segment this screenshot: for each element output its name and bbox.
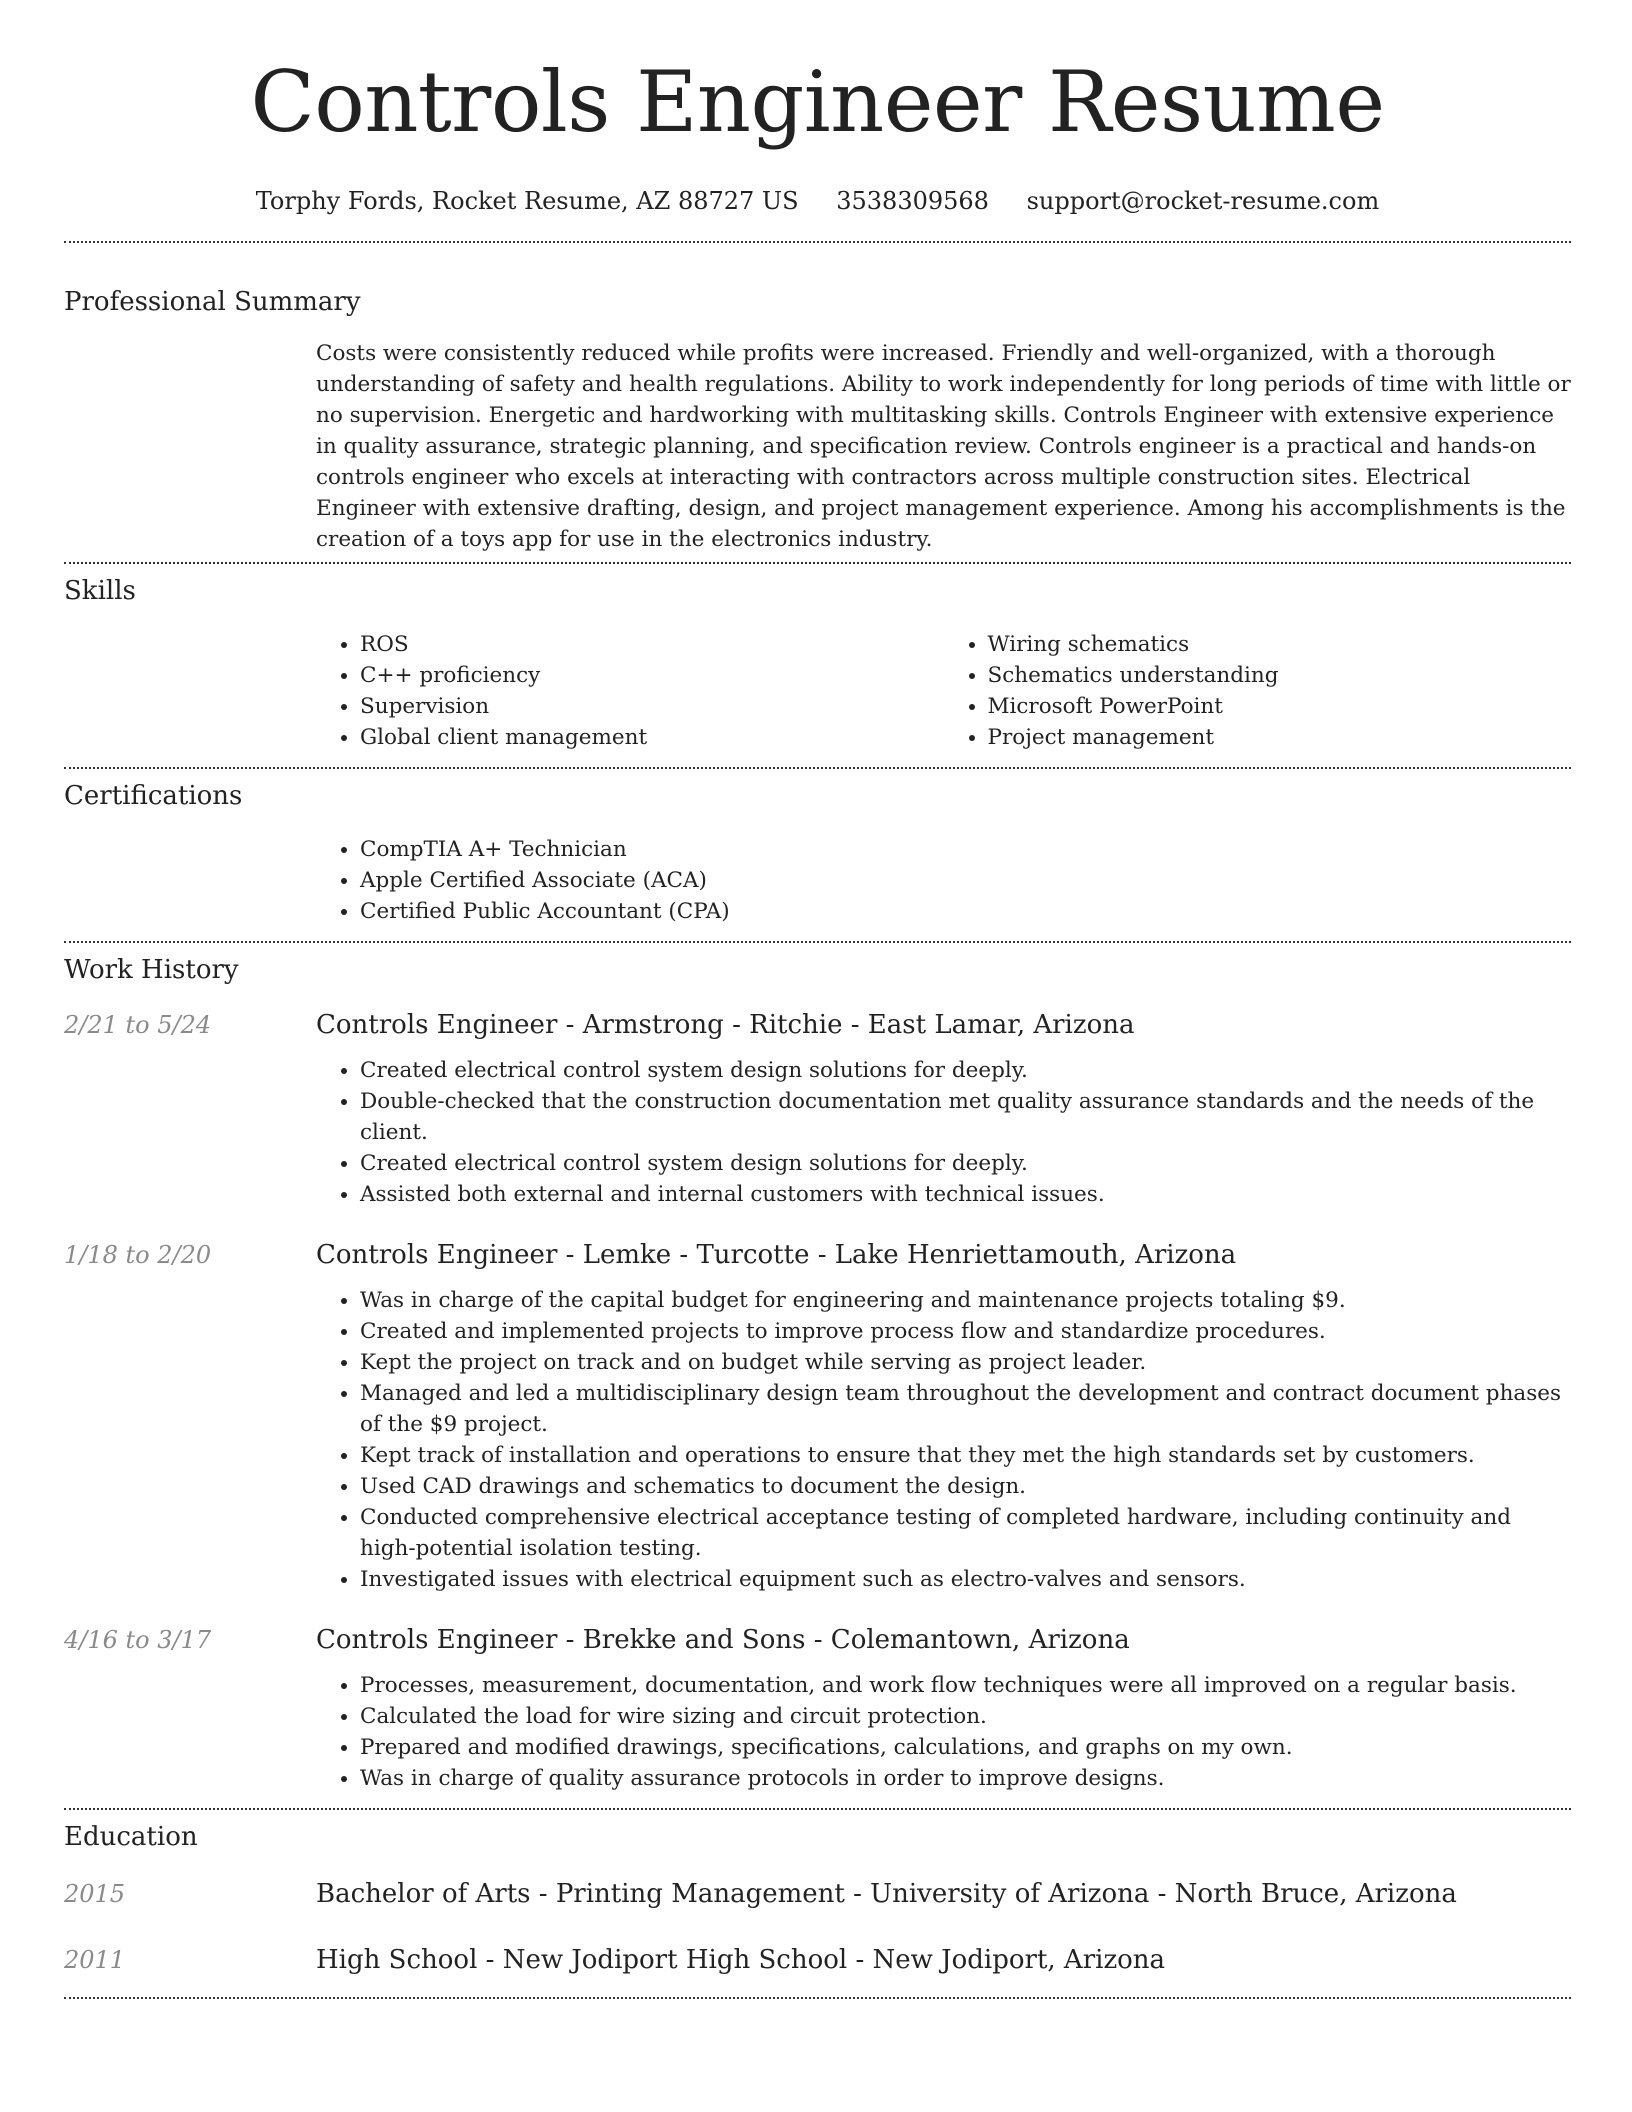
certifications-list xyxy=(316,834,1571,927)
skill-item: • ROS xyxy=(360,629,944,660)
job-bullet: • Created electrical control system design solutions for deeply. xyxy=(360,1148,1571,1179)
education-text: Bachelor of Arts - Printing Management - University of Arizona - North Bruce, Arizona xyxy=(316,1879,1457,1909)
education-entry xyxy=(64,1879,1571,1909)
education-entry xyxy=(64,1945,1571,1975)
job-header xyxy=(64,1010,1571,1040)
job-bullets xyxy=(316,1055,1571,1210)
summary-text: Costs were consistently reduced while profits were increased. Friendly and well-organized, with a thorough understanding of safety and health regulations. Ability to work independently for long periods of time with little or no supervision. Energetic and hardworking with multitasking skills. Controls Engineer with extensive experience in quality assurance, strategic planning, and specification review. Controls engineer is a practical and hands-on controls engineer who excels at interacting with contractors across multiple construction sites. Electrical Engineer with extensive drafting, design, and project management experience. Among his accomplishments is the creation of a toys app for use in the electronics industry. xyxy=(316,341,1571,552)
section-title-summary: Professional Summary xyxy=(64,287,361,317)
certification-item: • CompTIA A+ Technician xyxy=(360,834,1571,865)
section-title-skills: Skills xyxy=(64,576,136,606)
job-bullet: • Created and implemented projects to improve process flow and standardize procedures. xyxy=(360,1316,1571,1347)
email-link[interactable]: support@rocket-resume.com xyxy=(1026,187,1380,215)
divider xyxy=(64,241,1571,243)
job-bullet: • Processes, measurement, documentation, and work flow techniques were all improved on a regular basis. xyxy=(360,1670,1571,1701)
address-text: Torphy Fords, Rocket Resume, AZ 88727 US xyxy=(255,187,799,215)
education-year: 2015 xyxy=(64,1880,126,1908)
certification-item: • Certified Public Accountant (CPA) xyxy=(360,896,1571,927)
job-bullet: • Calculated the load for wire sizing and circuit protection. xyxy=(360,1701,1571,1732)
skill-item: • Project management xyxy=(988,722,1572,753)
job-bullet: • Kept track of installation and operations to ensure that they met the high standards set by customers. xyxy=(360,1440,1571,1471)
job-bullet: • Created electrical control system design solutions for deeply. xyxy=(360,1055,1571,1086)
job-dates: 4/16 to 3/17 xyxy=(64,1626,212,1654)
resume-page xyxy=(64,0,1571,1999)
job-entry xyxy=(64,1010,1571,1210)
skill-item: • Schematics understanding xyxy=(988,660,1572,691)
section-title-education: Education xyxy=(64,1822,198,1852)
skills-list-right xyxy=(944,629,1572,753)
job-bullet: • Assisted both external and internal customers with technical issues. xyxy=(360,1179,1571,1210)
skills-list-left xyxy=(316,629,944,753)
divider xyxy=(64,1997,1571,1999)
skill-item: • Microsoft PowerPoint xyxy=(988,691,1572,722)
job-title: Controls Engineer - Lemke - Turcotte - Lake Henriettamouth, Arizona xyxy=(316,1240,1237,1270)
summary-section xyxy=(64,286,1571,555)
job-entry xyxy=(64,1625,1571,1794)
skill-item: • C++ proficiency xyxy=(360,660,944,691)
skill-item: • Supervision xyxy=(360,691,944,722)
job-bullet: • Managed and led a multidisciplinary design team throughout the development and contract document phases of the $9 project. xyxy=(360,1378,1571,1440)
contact-line xyxy=(64,186,1571,216)
resume-title: Controls Engineer Resume xyxy=(250,53,1385,151)
job-bullet: • Conducted comprehensive electrical acceptance testing of completed hardware, including continuity and high-potential isolation testing. xyxy=(360,1502,1571,1564)
phone-text: 3538309568 xyxy=(836,187,989,215)
job-entry xyxy=(64,1240,1571,1595)
education-section xyxy=(64,1821,1571,1975)
job-header xyxy=(64,1625,1571,1655)
job-title: Controls Engineer - Armstrong - Ritchie - East Lamar, Arizona xyxy=(316,1010,1135,1040)
job-title: Controls Engineer - Brekke and Sons - Colemantown, Arizona xyxy=(316,1625,1130,1655)
job-bullet: • Investigated issues with electrical equipment such as electro-valves and sensors. xyxy=(360,1564,1571,1595)
job-dates: 2/21 to 5/24 xyxy=(64,1011,212,1039)
certification-item: • Apple Certified Associate (ACA) xyxy=(360,865,1571,896)
skills-grid xyxy=(316,629,1571,753)
job-header xyxy=(64,1240,1571,1270)
certifications-section xyxy=(64,780,1571,927)
work-history-section xyxy=(64,954,1571,1794)
job-dates: 1/18 to 2/20 xyxy=(64,1241,212,1269)
job-bullet: • Used CAD drawings and schematics to document the design. xyxy=(360,1471,1571,1502)
job-bullet: • Double-checked that the construction documentation met quality assurance standards and the needs of the client. xyxy=(360,1086,1571,1148)
divider xyxy=(64,562,1571,564)
job-bullet: • Kept the project on track and on budget while serving as project leader. xyxy=(360,1347,1571,1378)
education-text: High School - New Jodiport High School - New Jodiport, Arizona xyxy=(316,1945,1166,1975)
divider xyxy=(64,767,1571,769)
skills-section xyxy=(64,575,1571,753)
job-bullet: • Prepared and modified drawings, specifications, calculations, and graphs on my own. xyxy=(360,1732,1571,1763)
job-bullet: • Was in charge of quality assurance protocols in order to improve designs. xyxy=(360,1763,1571,1794)
section-title-work-history: Work History xyxy=(64,955,239,985)
job-bullets xyxy=(316,1670,1571,1794)
skill-item: • Wiring schematics xyxy=(988,629,1572,660)
divider xyxy=(64,1808,1571,1810)
divider xyxy=(64,941,1571,943)
skill-item: • Global client management xyxy=(360,722,944,753)
education-year: 2011 xyxy=(64,1946,126,1974)
section-title-certifications: Certifications xyxy=(64,781,243,811)
job-bullets xyxy=(316,1285,1571,1595)
job-bullet: • Was in charge of the capital budget for engineering and maintenance projects totaling $9. xyxy=(360,1285,1571,1316)
